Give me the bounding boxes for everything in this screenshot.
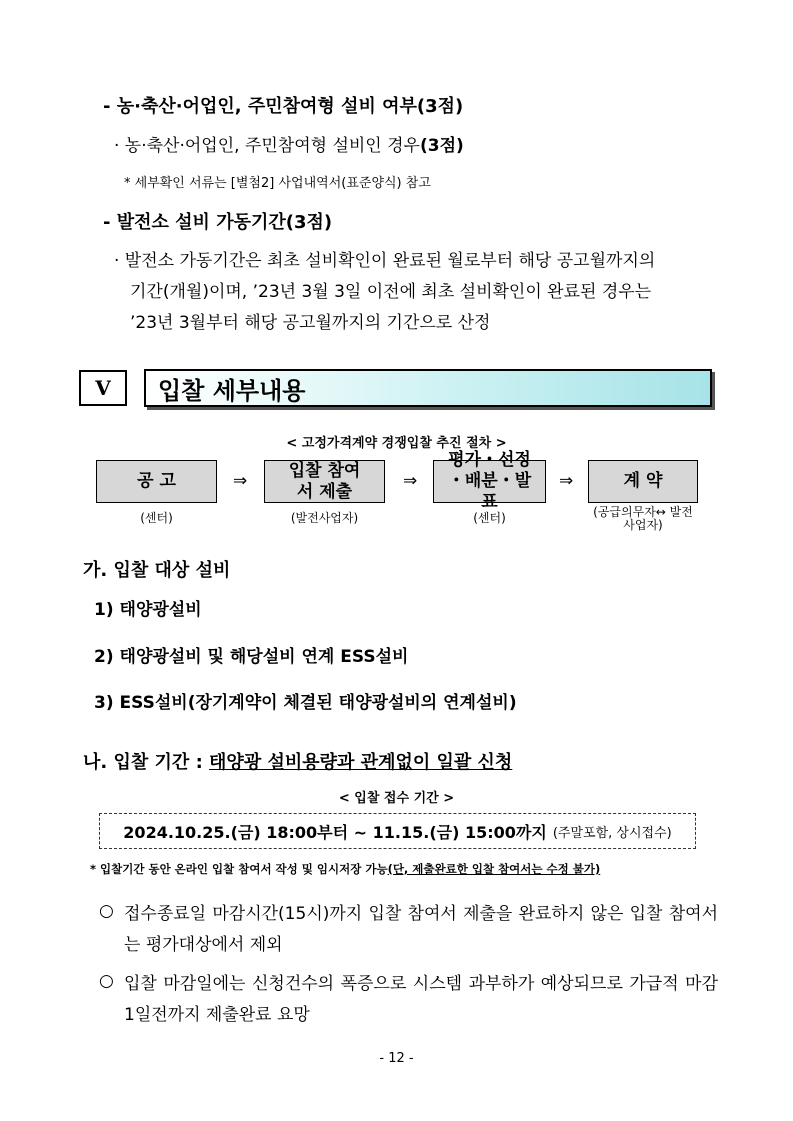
target-item-3: 3) ESS설비(장기계약이 체결된 태양광설비의 연계설비) [94,693,517,713]
farm-criterion-score: (3점) [419,136,464,156]
process-caption-announce: (센터) [140,511,173,525]
page-number: - 12 - [379,1051,414,1066]
bidding-bullet-mark-1: ○ [99,901,114,921]
process-caption-evaluate: (센터) [473,511,506,525]
operation-period-line-1: · 발전소 가동기간은 최초 설비확인이 완료된 월로부터 해당 공고월까지의 [114,251,656,271]
bidding-note-text: * 입찰기간 동안 온라인 입찰 참여서 작성 및 임시저장 가능 [90,862,388,876]
section-number: V [79,370,127,406]
bidding-bullet-mark-2: ○ [99,971,114,991]
process-arrow-1: ⇒ [233,471,248,491]
process-step-announce: 공 고 [96,460,217,503]
bidding-note-emphasis: (단, 제출완료한 입찰 참여서는 수정 불가) [387,862,601,876]
process-step-evaluate: 평가・선정 ・배분・발표 [433,460,546,503]
bidding-note [90,861,600,877]
farm-criterion-heading: - 농·축산·어업인, 주민참여형 설비 여부(3점) [103,96,464,117]
process-title: < 고정가격계약 경쟁입찰 추진 절차 > [286,436,507,451]
process-arrow-2: ⇒ [403,471,418,491]
target-item-1: 1) 태양광설비 [94,600,202,620]
process-step-contract: 계 약 [588,460,698,503]
bidding-heading [83,748,512,774]
process-arrow-3: ⇒ [559,471,574,491]
process-step-submit: 입찰 참여서 제출 [264,460,385,503]
bidding-period-sub: (주말포함, 상시접수) [552,825,672,841]
bidding-heading-emphasis: 태양광 설비용량과 관계없이 일괄 신청 [209,752,513,773]
farm-criterion-note: * 세부확인 서류는 [별첨2] 사업내역서(표준양식) 참고 [124,176,431,191]
bidding-period-main: 2024.10.25.(금) 18:00부터 ~ 11.15.(금) 15:00까지 [123,822,547,842]
section-title: 입찰 세부내용 [144,369,712,407]
bidding-bullet-text-1: 접수종료일 마감시간(15시)까지 입찰 참여서 제출을 완료하지 않은 입찰 참여서는 평가대상에서 제외 [124,904,718,955]
operation-period-heading: - 발전소 설비 가동기간(3점) [103,212,333,233]
farm-criterion-bullet-text: · 농·축산·어업인, 주민참여형 설비인 경우 [114,136,420,156]
process-caption-contract: (공급의무자↔ 발전사업자) [593,505,693,532]
bidding-heading-prefix: 나. 입찰 기간 : [83,752,210,773]
operation-period-line-2: 기간(개월)이며, ’23년 3월 3일 이전에 최초 설비확인이 완료된 경우는 [130,282,652,302]
target-item-2: 2) 태양광설비 및 해당설비 연계 ESS설비 [94,647,409,667]
farm-criterion-bullet [114,131,464,156]
bidding-period-box [99,813,696,849]
process-caption-submit: (발전사업자) [290,511,359,525]
operation-period-line-3: ’23년 3월부터 해당 공고월까지의 기간으로 산정 [130,313,491,333]
bidding-bullet-text-2: 입찰 마감일에는 신청건수의 폭증으로 시스템 과부하가 예상되므로 가급적 마감 1일전까지 제출완료 요망 [124,974,718,1025]
bidding-period-title: < 입찰 접수 기간 > [338,791,455,806]
target-heading: 가. 입찰 대상 설비 [83,560,231,581]
